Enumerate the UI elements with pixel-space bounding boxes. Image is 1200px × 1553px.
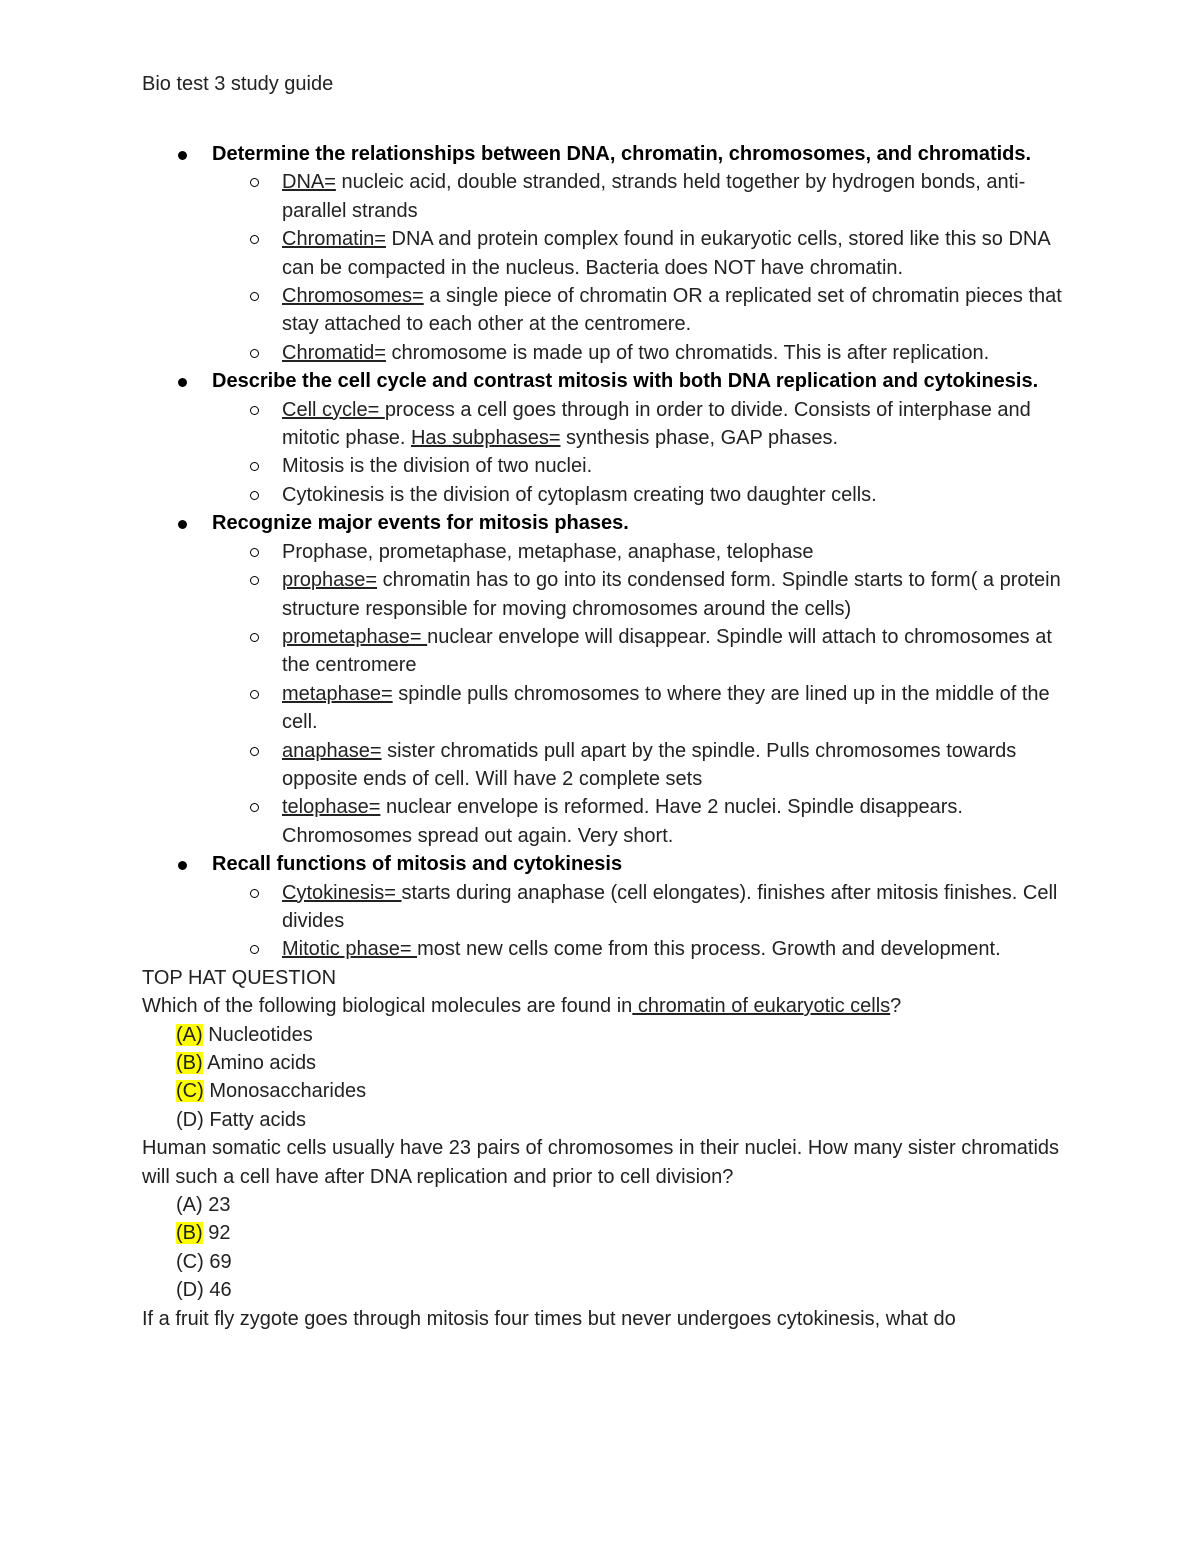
term-label: Chromatin= (282, 228, 386, 251)
circle-bullet-icon (250, 406, 259, 415)
term-label: anaphase= (282, 739, 382, 762)
term-label: metaphase= (282, 682, 393, 705)
top-hat-label: TOP HAT QUESTION (142, 966, 337, 989)
term-definition: most new cells come from this process. Growth and development. (417, 938, 1001, 961)
option-letter: (B) (176, 1052, 203, 1074)
subitem (212, 793, 1072, 850)
document-title: Bio test 3 study guide (142, 73, 334, 95)
answer-option (142, 1106, 1072, 1134)
term-definition: sister chromatids pull apart by the spindle. Pulls chromosomes towards opposite ends of cell. Will have 2 complete sets (282, 739, 1017, 790)
term-definition: nuclear envelope will disappear. Spindle will attach to chromosomes at the centromere (282, 625, 1052, 677)
term-label: Mitotic phase= (282, 938, 418, 961)
option-letter: (D) (176, 1279, 204, 1302)
circle-bullet-icon (250, 690, 259, 699)
question-1-suffix: ? (890, 995, 902, 1018)
option-text: Nucleotides (202, 1023, 313, 1046)
circle-bullet-icon (250, 178, 259, 187)
answer-option (142, 1191, 1072, 1219)
topic-item (142, 367, 1072, 509)
circle-bullet-icon (250, 292, 259, 301)
option-text: Fatty acids (203, 1108, 307, 1131)
topic-heading: Determine the relationships between DNA, chromatin, chromosomes, and chromatids. (212, 143, 1032, 165)
bullet-dot-icon (178, 378, 187, 387)
answer-option (142, 1077, 1072, 1105)
term-label: DNA= (282, 171, 336, 194)
term-label: Chromosomes= (282, 285, 424, 308)
answer-option (142, 1248, 1072, 1276)
answer-option (142, 1276, 1072, 1304)
circle-bullet-icon (250, 803, 259, 812)
question-1-underlined: chromatin of eukaryotic cells (632, 995, 891, 1018)
term-definition: spindle pulls chromosomes to where they are lined up in the middle of the cell. (282, 682, 1050, 734)
subitem (212, 481, 1072, 509)
document-content (142, 140, 1072, 1333)
circle-bullet-icon (250, 889, 259, 898)
subitem-list (212, 396, 1072, 510)
term-definition: nuclear envelope is reformed. Have 2 nuclei. Spindle disappears. Chromosomes spread out again. Very short. (282, 796, 963, 847)
subitem (212, 168, 1072, 225)
circle-bullet-icon (250, 747, 259, 756)
option-letter: (A) (176, 1194, 203, 1217)
term-definition: starts during anaphase (cell elongates). finishes after mitosis finishes. Cell divides (282, 881, 1058, 932)
subitem (212, 680, 1072, 737)
bullet-dot-icon (178, 151, 187, 160)
subitem (212, 623, 1072, 680)
term-label: Cytokinesis= (282, 881, 402, 904)
circle-bullet-icon (250, 235, 259, 244)
term-label: Chromatid= (282, 341, 386, 364)
subitem (212, 452, 1072, 480)
term-label: Has subphases= (410, 427, 561, 450)
term-label: telophase= (282, 796, 381, 819)
option-text: 46 (203, 1279, 232, 1302)
option-text: Monosaccharides (203, 1080, 367, 1103)
circle-bullet-icon (250, 491, 259, 500)
answer-option (142, 1021, 1072, 1049)
subitem-list (212, 168, 1072, 367)
subitem (212, 879, 1072, 936)
term-definition: DNA and protein complex found in eukaryotic cells, stored like this so DNA can be compacted in the nucleus. Bacteria does NOT have chromatin. (282, 228, 1050, 279)
circle-bullet-icon (250, 945, 259, 954)
topic-list (142, 140, 1072, 964)
subitem (212, 538, 1072, 566)
subitem (212, 566, 1072, 623)
subitem (212, 396, 1072, 453)
term-definition: chromosome is made up of two chromatids. This is after replication. (385, 341, 990, 364)
option-text: Amino acids (202, 1052, 317, 1074)
question-1 (142, 992, 1072, 1020)
option-text: 69 (203, 1250, 232, 1273)
option-letter: (C) (176, 1080, 204, 1103)
topic-item (142, 850, 1072, 964)
answer-option (142, 1219, 1072, 1247)
subitem-text: Prophase, prometaphase, metaphase, anaphase, telophase (282, 540, 814, 563)
option-text: 92 (202, 1222, 231, 1245)
answer-option (142, 1049, 1072, 1077)
question-3: If a fruit fly zygote goes through mitosis four times but never undergoes cytokinesis, what do (142, 1307, 956, 1330)
topic-heading: Recall functions of mitosis and cytokinesis (212, 853, 623, 876)
subitem (212, 282, 1072, 339)
option-letter: (A) (176, 1023, 203, 1046)
circle-bullet-icon (250, 462, 259, 471)
topic-item (142, 140, 1072, 367)
term-label: prophase= (282, 569, 378, 592)
circle-bullet-icon (250, 548, 259, 557)
bullet-dot-icon (178, 861, 187, 870)
term-definition: a single piece of chromatin OR a replicated set of chromatin pieces that stay attached to each other at the centromere. (282, 285, 1062, 336)
bullet-dot-icon (178, 520, 187, 529)
option-text: 23 (202, 1194, 231, 1217)
topic-heading: Recognize major events for mitosis phases. (212, 512, 629, 535)
subitem (212, 225, 1072, 282)
option-letter: (C) (176, 1250, 204, 1273)
subitem (212, 339, 1072, 367)
question-2: Human somatic cells usually have 23 pairs of chromosomes in their nuclei. How many sister chromatids will such a cell have after DNA replication and prior to cell division? (142, 1137, 1060, 1188)
circle-bullet-icon (250, 633, 259, 642)
subitem (212, 737, 1072, 794)
term-label: prometaphase= (282, 625, 428, 648)
option-letter: (B) (176, 1222, 203, 1245)
circle-bullet-icon (250, 576, 259, 585)
term-definition: synthesis phase, GAP phases. (560, 427, 839, 450)
circle-bullet-icon (250, 349, 259, 358)
option-letter: (D) (176, 1108, 204, 1131)
term-definition: nucleic acid, double stranded, strands held together by hydrogen bonds, anti-parallel strands (282, 171, 1026, 222)
subitem-list (212, 879, 1072, 964)
topic-item (142, 509, 1072, 850)
term-definition: process a cell goes through in order to divide. Consists of interphase and mitotic phase. (282, 398, 1031, 450)
question-1-prefix: Which of the following biological molecules are found in (142, 995, 633, 1018)
subitem-text: Mitosis is the division of two nuclei. (282, 455, 593, 478)
subitem (212, 935, 1072, 963)
term-label: Cell cycle= (282, 398, 385, 421)
topic-heading: Describe the cell cycle and contrast mitosis with both DNA replication and cytokinesis. (212, 370, 1039, 393)
subitem-text: Cytokinesis is the division of cytoplasm creating two daughter cells. (282, 483, 877, 506)
term-definition: chromatin has to go into its condensed form. Spindle starts to form( a protein structure responsible for moving chromosomes around the cells) (282, 569, 1061, 620)
subitem-list (212, 538, 1072, 850)
